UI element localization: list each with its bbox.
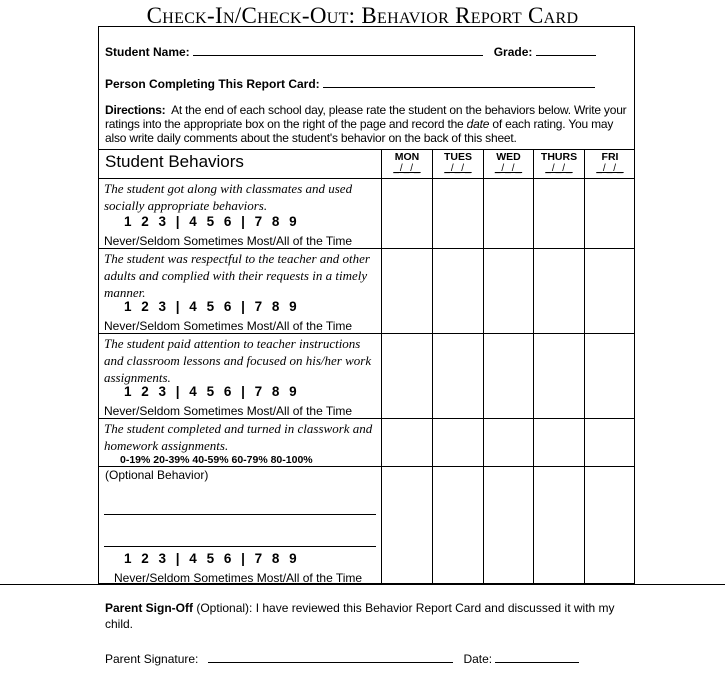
table-bottom-line — [0, 584, 725, 585]
grade-label: Grade: — [493, 45, 533, 59]
student-name-row — [105, 44, 596, 59]
rating-anchors: Never/Seldom Sometimes Most/All of the Time — [104, 404, 353, 418]
directions-text-1: At the end of each school day, please rate the student on the behaviors below. Write your ratings into the appropriate box on the right of the page and record the — [105, 103, 627, 131]
behavior-text-4: The student completed and turned in classwork and homework assignments. — [104, 421, 373, 453]
rating-scale: 1 2 3 | 4 5 6 | 7 8 9 — [124, 214, 300, 229]
behavior-text-1: The student got along with classmates and used socially appropriate behaviors. — [104, 181, 353, 213]
column-divider — [533, 149, 534, 584]
parent-signoff — [105, 600, 625, 632]
row-divider — [98, 418, 635, 419]
directions-text-2: of each rating. You may also write daily comments about the student's behavior on the back of this sheet. — [105, 117, 614, 145]
day-header-thurs — [534, 152, 584, 174]
behavior-text-3: The student paid attention to teacher instructions and classroom lessons and focused on his/her work assignments. — [104, 336, 372, 385]
day-name: FRI — [601, 151, 619, 163]
grade-field[interactable] — [536, 44, 596, 56]
day-date-field[interactable]: _/_/_ — [545, 163, 573, 174]
directions-label: Directions: — [105, 103, 166, 117]
optional-behavior-line[interactable] — [104, 514, 376, 515]
person-completing-label: Person Completing This Report Card: — [105, 77, 320, 91]
signature-row — [105, 651, 579, 667]
date-field[interactable] — [495, 651, 579, 663]
column-divider — [584, 149, 585, 584]
day-date-field[interactable]: _/_/_ — [596, 163, 624, 174]
rating-anchors: Never/Seldom Sometimes Most/All of the Time — [104, 319, 353, 333]
day-header-tues — [433, 152, 483, 174]
rating-anchors: Never/Seldom Sometimes Most/All of the Time — [104, 234, 353, 248]
day-header-mon — [382, 152, 432, 174]
page-title: Check-In/Check-Out: Behavior Report Card — [146, 3, 579, 28]
signoff-label: Parent Sign-Off — [105, 601, 194, 615]
day-date-field[interactable]: _/_/_ — [494, 163, 523, 174]
signoff-text: (Optional): I have reviewed this Behavior Report Card and discussed it with my child. — [105, 601, 615, 631]
student-name-label: Student Name: — [105, 45, 190, 59]
directions — [105, 103, 633, 145]
behavior-text-2: The student was respectful to the teacher and other adults and complied with their requests in a timely manner. — [104, 251, 370, 300]
row-divider — [98, 248, 635, 249]
rating-scale: 1 2 3 | 4 5 6 | 7 8 9 — [124, 299, 300, 314]
day-name: MON — [394, 151, 420, 163]
rating-scale: 1 2 3 | 4 5 6 | 7 8 9 — [124, 551, 300, 566]
day-header-wed — [484, 152, 533, 174]
person-completing-row — [105, 76, 595, 91]
rating-anchors: Never/Seldom Sometimes Most/All of the Time — [114, 571, 363, 585]
day-name: TUES — [443, 151, 472, 163]
person-completing-field[interactable] — [323, 76, 595, 88]
student-name-field[interactable] — [193, 44, 483, 56]
percent-scale: 0-19% 20-39% 40-59% 60-79% 80-100% — [120, 454, 313, 466]
rating-scale: 1 2 3 | 4 5 6 | 7 8 9 — [124, 384, 300, 399]
column-divider — [483, 149, 484, 584]
row-divider — [98, 333, 635, 334]
parent-signature-field[interactable] — [208, 651, 453, 663]
optional-behavior-line[interactable] — [104, 546, 376, 547]
day-name: WED — [496, 151, 521, 163]
day-name: THURS — [540, 151, 578, 163]
table-top-line — [98, 149, 635, 150]
student-behaviors-heading: Student Behaviors — [105, 152, 244, 171]
header-bottom-line — [98, 178, 635, 179]
parent-signature-label: Parent Signature: — [105, 652, 199, 666]
column-divider — [432, 149, 433, 584]
row-divider — [98, 466, 635, 467]
day-header-fri — [585, 152, 635, 174]
optional-behavior-label: (Optional Behavior) — [105, 468, 209, 482]
date-label: Date: — [463, 652, 493, 666]
column-divider — [381, 149, 382, 584]
day-date-field[interactable]: _/_/_ — [393, 163, 421, 174]
directions-text-italic: date — [466, 117, 490, 131]
day-date-field[interactable]: _/_/_ — [444, 163, 472, 174]
